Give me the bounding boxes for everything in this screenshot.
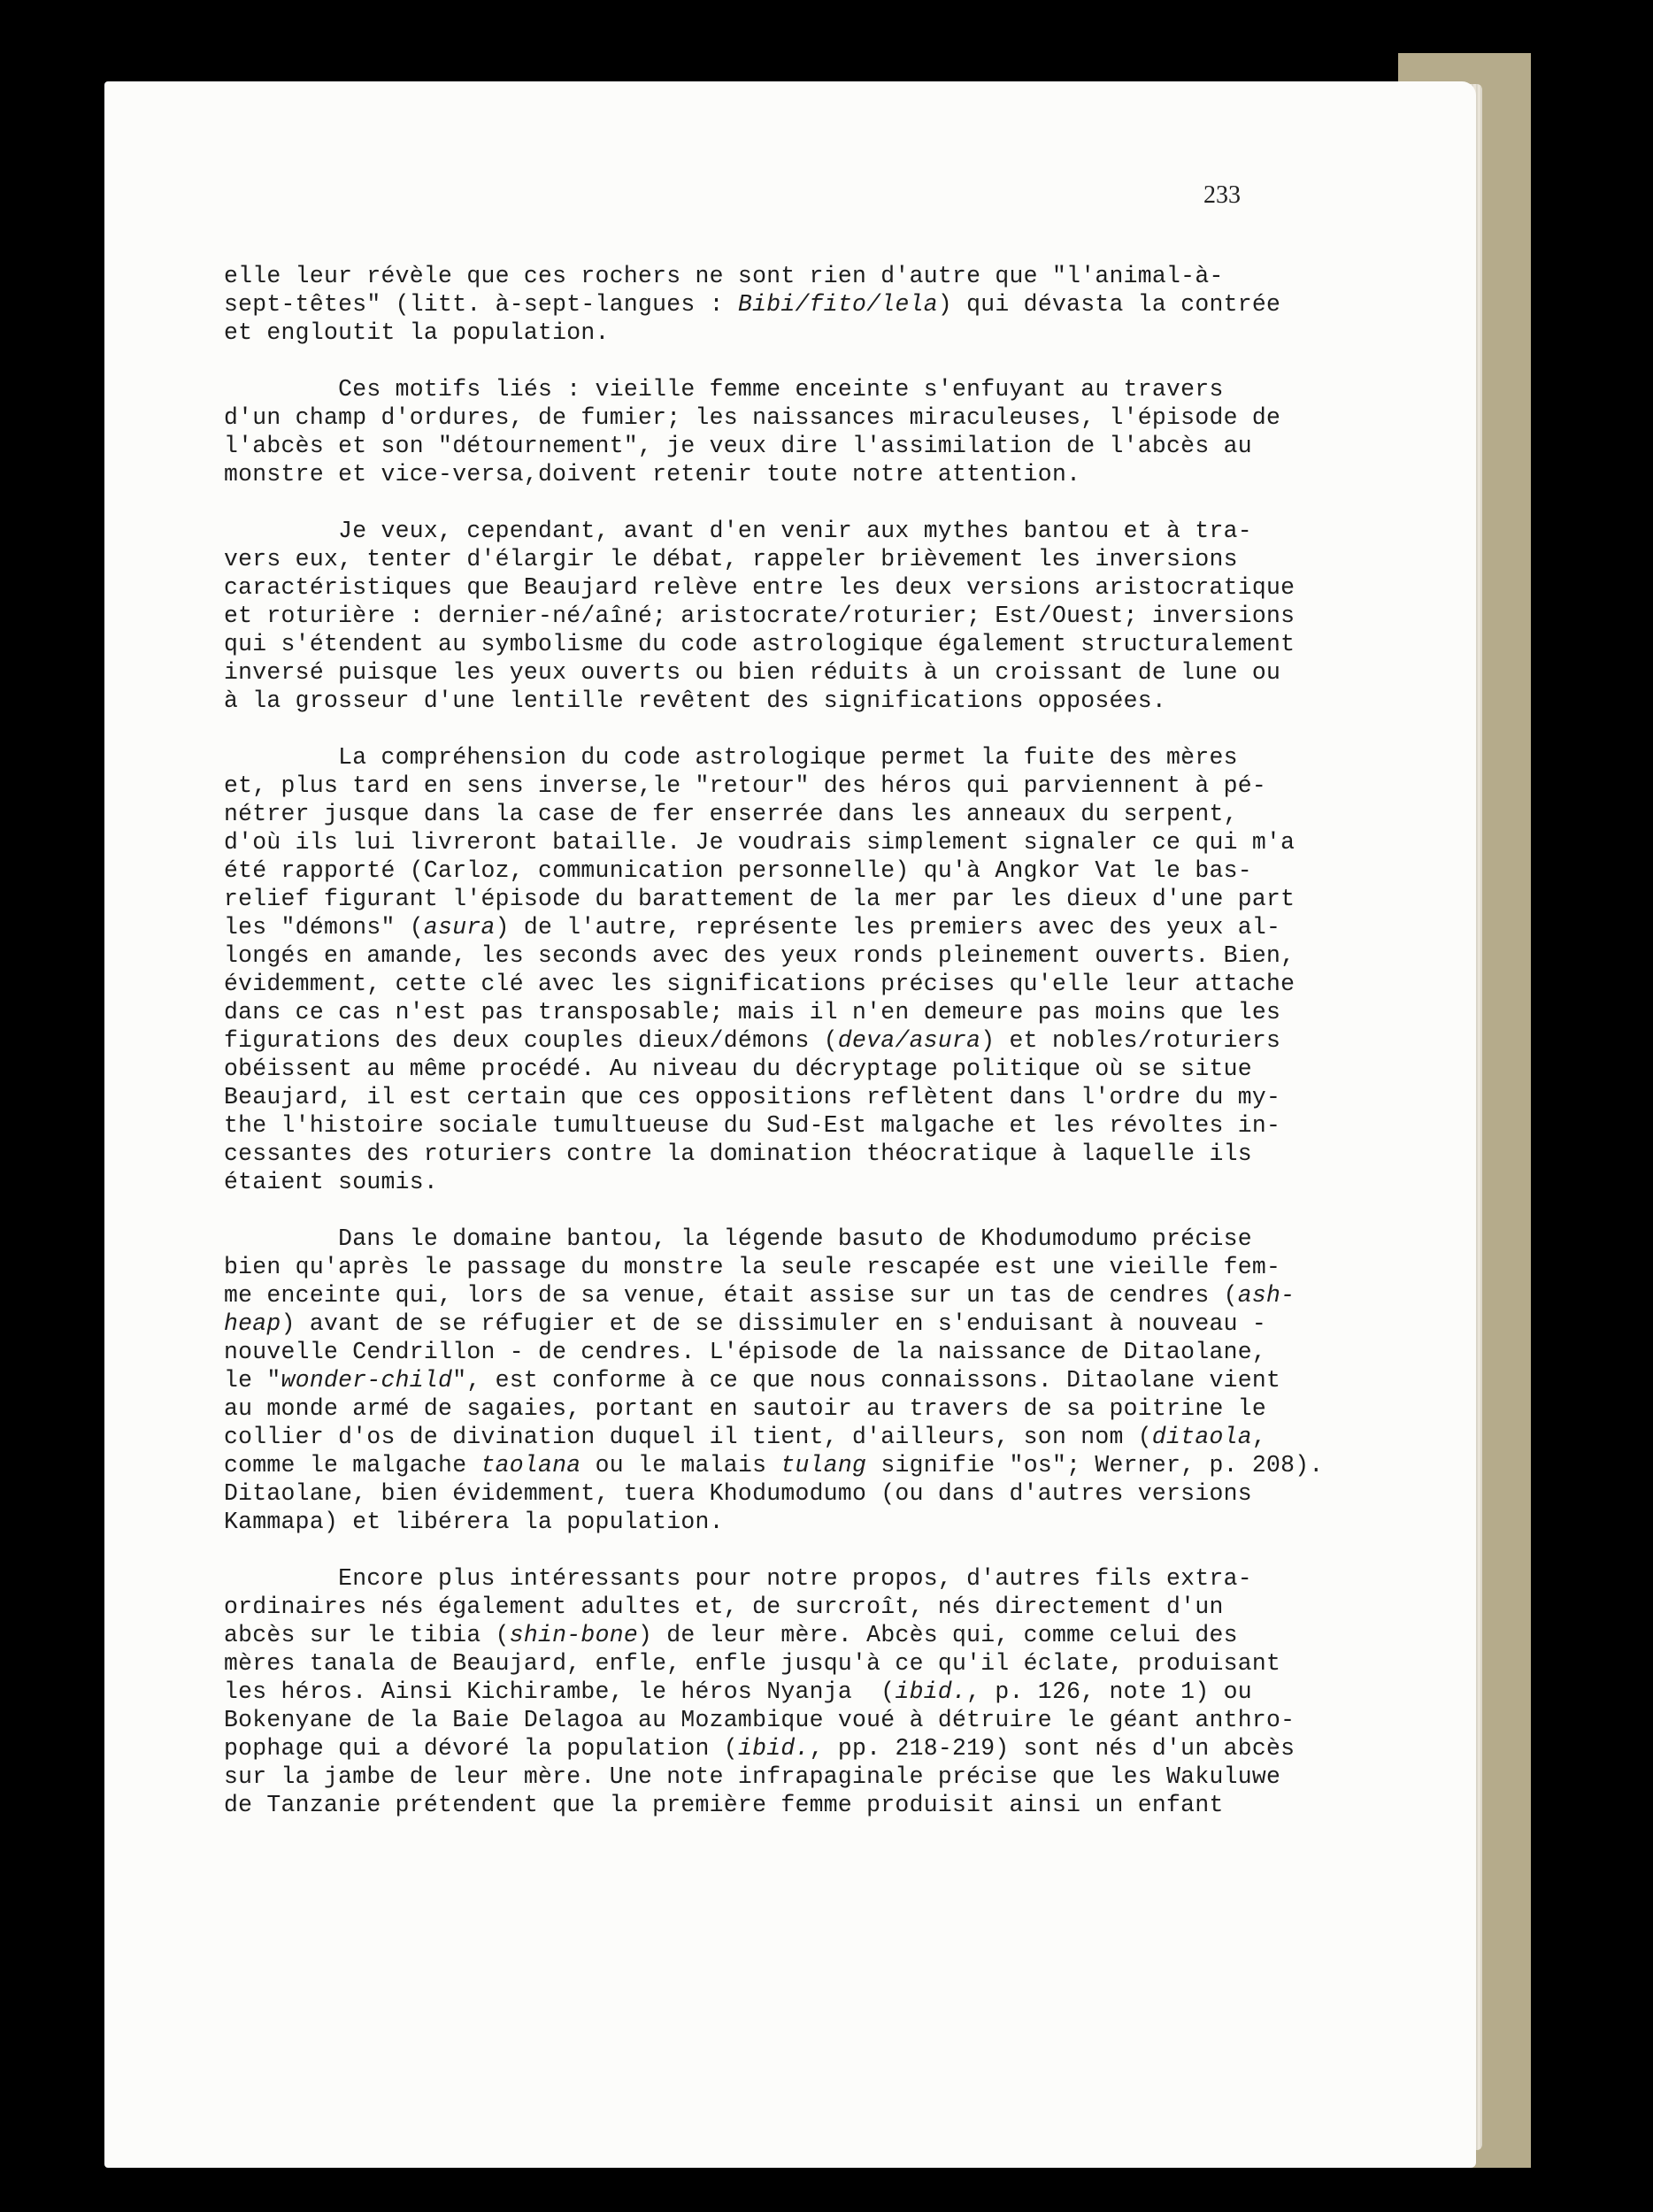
text-run: abcès sur le tibia ( [224,1622,510,1648]
text-run: été rapporté (Carloz, communication personnelle) qu'à Angkor Vat le bas- [224,857,1252,884]
text-run: Beaujard, il est certain que ces oppositions reflètent dans l'ordre du my- [224,1084,1281,1110]
text-line [224,1564,1299,1593]
italic-term: ash- [1237,1282,1295,1309]
text-line [224,1111,1299,1140]
text-line [224,1083,1299,1111]
text-line [224,1508,1299,1536]
text-run: Ditaolane, bien évidemment, tuera Khodumodumo (ou dans d'autres versions [224,1480,1252,1507]
text-line [224,432,1299,460]
text-line [224,403,1299,432]
text-run: signifie "os"; Werner, p. 208). [866,1452,1324,1479]
paragraph [224,1225,1324,1536]
paragraph [224,743,1299,1196]
text-run: et roturière : dernier-né/aîné; aristocrate/roturier; Est/Ouest; inversions [224,603,1295,629]
text-run: Encore plus intéressants pour notre propos, d'autres fils extra- [224,1565,1252,1592]
italic-term: shin-bone [509,1622,638,1648]
text-run: les héros. Ainsi Kichirambe, le héros Nyanja ( [224,1678,896,1705]
text-line [224,1140,1299,1168]
text-line [224,913,1299,941]
text-run: Ces motifs liés : vieille femme enceinte s'enfuyant au travers [224,376,1224,403]
text-run: me enceinte qui, lors de sa venue, était assise sur un tas de cendres ( [224,1282,1238,1309]
paragraph [224,1564,1299,1819]
italic-term: ibid. [895,1678,967,1705]
text-line [224,800,1299,828]
text-run: caractéristiques que Beaujard relève entre les deux versions aristocratique [224,574,1295,601]
text-line [224,602,1299,630]
text-line [224,687,1299,715]
italic-term: wonder-child [281,1367,453,1394]
page-number: 233 [1203,181,1241,209]
text-line [224,1734,1299,1763]
text-line [224,1423,1299,1451]
text-line [224,1366,1299,1394]
text-line [224,743,1299,772]
text-line [224,1253,1299,1281]
italic-term: heap [224,1310,281,1337]
text-line [224,885,1299,913]
text-line [224,658,1299,687]
text-line [224,1026,1299,1055]
text-run: Bokenyane de la Baie Delagoa au Mozambique voué à détruire le géant anthro- [224,1707,1295,1733]
text-line [224,460,1299,488]
text-run: qui s'étendent au symbolisme du code astrologique également structuralement [224,631,1295,657]
italic-term: asura [423,914,496,941]
text-run: nouvelle Cendrillon - de cendres. L'épisode de la naissance de Ditaolane, [224,1339,1266,1365]
text-run: cessantes des roturiers contre la domination théocratique à laquelle ils [224,1141,1252,1167]
text-line [224,319,1299,347]
text-line [224,941,1299,970]
text-run: Je veux, cependant, avant d'en venir aux mythes bantou et à tra- [224,518,1252,544]
text-run: d'où ils lui livreront bataille. Je voudrais simplement signaler ce qui m'a [224,829,1295,856]
text-run: et, plus tard en sens inverse,le "retour" des héros qui parviennent à pé- [224,772,1266,799]
text-line [224,1225,1299,1253]
text-run: ", est conforme à ce que nous connaissons. Ditaolane vient [452,1367,1281,1394]
paragraph [224,262,1299,347]
text-line [224,545,1299,573]
text-run: le " [224,1367,281,1394]
text-run: et engloutit la population. [224,319,610,346]
text-line [224,1479,1299,1508]
text-run: obéissent au même procédé. Au niveau du décryptage politique où se situe [224,1056,1252,1082]
text-line [224,1649,1299,1678]
text-line [224,1763,1299,1791]
text-run: mères tanala de Beaujard, enfle, enfle jusqu'à ce qu'il éclate, produisant [224,1650,1281,1677]
text-run: Kammapa) et libérera la population. [224,1509,724,1535]
text-line [224,1310,1299,1338]
text-line [224,1281,1299,1310]
text-run: relief figurant l'épisode du barattement de la mer par les dieux d'une part [224,886,1295,912]
text-run: dans ce cas n'est pas transposable; mais il n'en demeure pas moins que les [224,999,1281,1025]
italic-term: deva/asura [837,1027,981,1054]
text-line [224,1451,1324,1479]
text-run: monstre et vice-versa,doivent retenir toute notre attention. [224,461,1081,488]
text-run: , p. 126, note 1) ou [966,1678,1252,1705]
text-run: inversé puisque les yeux ouverts ou bien réduits à un croissant de lune ou [224,659,1281,686]
text-run: ) et nobles/roturiers [980,1027,1281,1054]
text-run: à la grosseur d'une lentille revêtent des significations opposées. [224,687,1167,714]
text-run: , pp. 218-219) sont nés d'un abcès [809,1735,1295,1762]
italic-term: tulang [780,1452,867,1479]
text-run: bien qu'après le passage du monstre la seule rescapée est une vieille fem- [224,1254,1281,1280]
text-run: vers eux, tenter d'élargir le débat, rappeler brièvement les inversions [224,546,1238,572]
text-line [224,856,1299,885]
text-line [224,998,1299,1026]
text-run: ) qui dévasta la contrée [937,291,1281,318]
text-line [224,1706,1299,1734]
text-line [224,1593,1299,1621]
text-run: elle leur révèle que ces rochers ne sont rien d'autre que "l'animal-à- [224,263,1224,289]
text-line [224,375,1299,403]
text-run: collier d'os de divination duquel il tient, d'ailleurs, son nom ( [224,1424,1152,1450]
italic-term: ibid. [737,1735,810,1762]
italic-term: ditaola [1151,1424,1252,1450]
text-run: ) avant de se réfugier et de se dissimuler en s'enduisant à nouveau - [281,1310,1267,1337]
text-line [224,1678,1299,1706]
paragraph [224,517,1299,715]
text-line [224,1394,1299,1423]
text-line [224,630,1299,658]
text-line [224,573,1299,602]
text-line [224,517,1299,545]
text-line [224,970,1299,998]
text-line [224,1168,1299,1196]
text-line [224,1055,1299,1083]
text-run: ) de l'autre, représente les premiers avec des yeux al- [495,914,1281,941]
text-run: comme le malgache [224,1452,481,1479]
text-line [224,772,1299,800]
text-run: l'abcès et son "détournement", je veux dire l'assimilation de l'abcès au [224,433,1252,459]
text-run: évidemment, cette clé avec les significations précises qu'elle leur attache [224,971,1295,997]
text-run: ) de leur mère. Abcès qui, comme celui des [637,1622,1238,1648]
text-run: ordinaires nés également adultes et, de surcroît, nés directement d'un [224,1594,1224,1620]
text-line [224,1791,1299,1819]
text-run: sur la jambe de leur mère. Une note infrapaginale précise que les Wakuluwe [224,1763,1281,1790]
text-run: the l'histoire sociale tumultueuse du Sud-Est malgache et les révoltes in- [224,1112,1281,1139]
body-text [224,262,1324,1847]
text-run: pophage qui a dévoré la population ( [224,1735,738,1762]
text-run: Dans le domaine bantou, la légende basuto de Khodumodumo précise [224,1225,1252,1252]
text-run: au monde armé de sagaies, portant en sautoir au travers de sa poitrine le [224,1395,1266,1422]
text-run: nétrer jusque dans la case de fer enserrée dans les anneaux du serpent, [224,801,1238,827]
italic-term: Bibi/fito/lela [737,291,938,318]
text-run: de Tanzanie prétendent que la première femme produisit ainsi un enfant [224,1792,1224,1818]
text-run: La compréhension du code astrologique permet la fuite des mères [224,744,1238,771]
text-run: étaient soumis. [224,1169,439,1195]
text-run: , [1251,1424,1267,1450]
text-run: figurations des deux couples dieux/démons ( [224,1027,838,1054]
text-run: d'un champ d'ordures, de fumier; les naissances miraculeuses, l'épisode de [224,404,1281,431]
text-line [224,262,1299,290]
italic-term: taolana [481,1452,581,1479]
text-run: les "démons" ( [224,914,424,941]
text-run: ou le malais [580,1452,781,1479]
text-line [224,1621,1299,1649]
text-run: longés en amande, les seconds avec des yeux ronds pleinement ouverts. Bien, [224,942,1295,969]
text-line [224,290,1299,319]
text-line [224,1338,1299,1366]
text-run: sept-têtes" (litt. à-sept-langues : [224,291,738,318]
text-line [224,828,1299,856]
paragraph [224,375,1299,488]
